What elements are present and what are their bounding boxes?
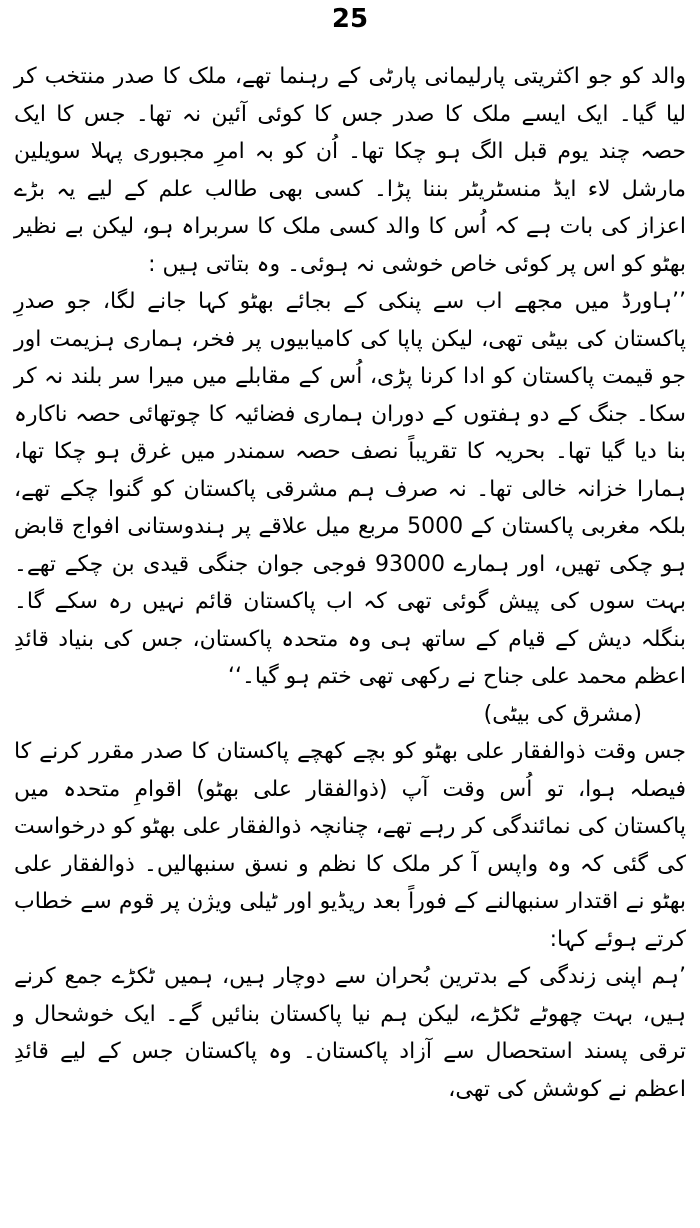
block-quote: ’’ہاورڈ میں مجھے اب سے پنکی کے بجائے بھٹو کہا جانے لگا، جو صدرِ پاکستان کی بیٹی تھی، لیکن پاپا کی کامیابیوں پر فخر، ہماری ہزیمت اور جو قیمت پاکستان کو ادا کرنا پڑی، اُس کے مقابلے میں میرا سر بلند نہ کر سکا۔ جنگ کے دو ہفتوں کے دوران ہماری فضائیہ کا چوتھائی حصہ ناکارہ بنا دیا گیا تھا۔ بحریہ کا تقریباً نصف حصہ سمندر میں غرق ہو چکا تھا، ہمارا خزانہ خالی تھا۔ نہ صرف ہم مشرقی پاکستان کو گنوا چکے تھے، بلکہ مغربی پاکستان کے 5000 مربع میل علاقے پر ہندوستانی افواج قابض ہو چکی تھیں، اور ہمارے 93000 فوجی جوان جنگی قیدی بن چکے تھے۔ بہت سوں کی پیش گوئی تھی کہ اب پاکستان قائم نہیں رہ سکے گا۔ بنگلہ دیش کے قیام کے ساتھ ہی وہ متحدہ پاکستان، جس کی بنیاد قائدِ اعظم محمد علی جناح نے رکھی تھی ختم ہو گیا۔‘‘: [14, 289, 686, 689]
block-quote: ’ہم اپنی زندگی کے بدترین بُحران سے دوچار ہیں، ہمیں ٹکڑے جمع کرنے ہیں، بہت چھوٹے ٹکڑے، لیکن ہم نیا پاکستان بنائیں گے۔ ایک خوشحال و ترقی پسند استحصال سے آزاد پاکستان۔ وہ پاکستان جس کے لیے قائدِ اعظم نے کوشش کی تھی،: [14, 964, 686, 1102]
quote-source: (مشرق کی بیٹی): [483, 701, 642, 727]
body-paragraph: والد کو جو اکثریتی پارلیمانی پارٹی کے رہنما تھے، ملک کا صدر منتخب کر لیا گیا۔ ایک ایسے ملک کا صدر جس کا کوئی آئین نہ تھا۔ جس کا ایک حصہ چند یوم قبل الگ ہو چکا تھا۔ اُن کو بہ امرِ مجبوری پہلا سویلین مارشل لاء ایڈ منسٹریٹر بننا پڑا۔ کسی بھی طالب علم کے لیے یہ بڑے اعزاز کی بات ہے کہ اُس کا والد کسی ملک کا سربراہ ہو، لیکن بے نظیر بھٹو کو اس پر کوئی خاص خوشی نہ ہوئی۔ وہ بتاتی ہیں :: [14, 64, 686, 277]
book-page-text: [14, 58, 686, 1108]
body-paragraph: جس وقت ذوالفقار علی بھٹو کو بچے کھچے پاکستان کا صدر مقرر کرنے کا فیصلہ ہوا، تو اُس وقت آپ (ذوالفقار علی بھٹو) اقوامِ متحدہ میں پاکستان کی نمائندگی کر رہے تھے، چنانچہ ذوالفقار علی بھٹو کو درخواست کی گئی کہ وہ واپس آ کر ملک کا نظم و نسق سنبھالیں۔ ذوالفقار علی بھٹو نے اقتدار سنبھالنے کے فوراً بعد ریڈیو اور ٹیلی ویژن پر قوم سے خطاب کرتے ہوئے کہا:: [14, 739, 686, 952]
page-number: 25: [331, 4, 369, 34]
